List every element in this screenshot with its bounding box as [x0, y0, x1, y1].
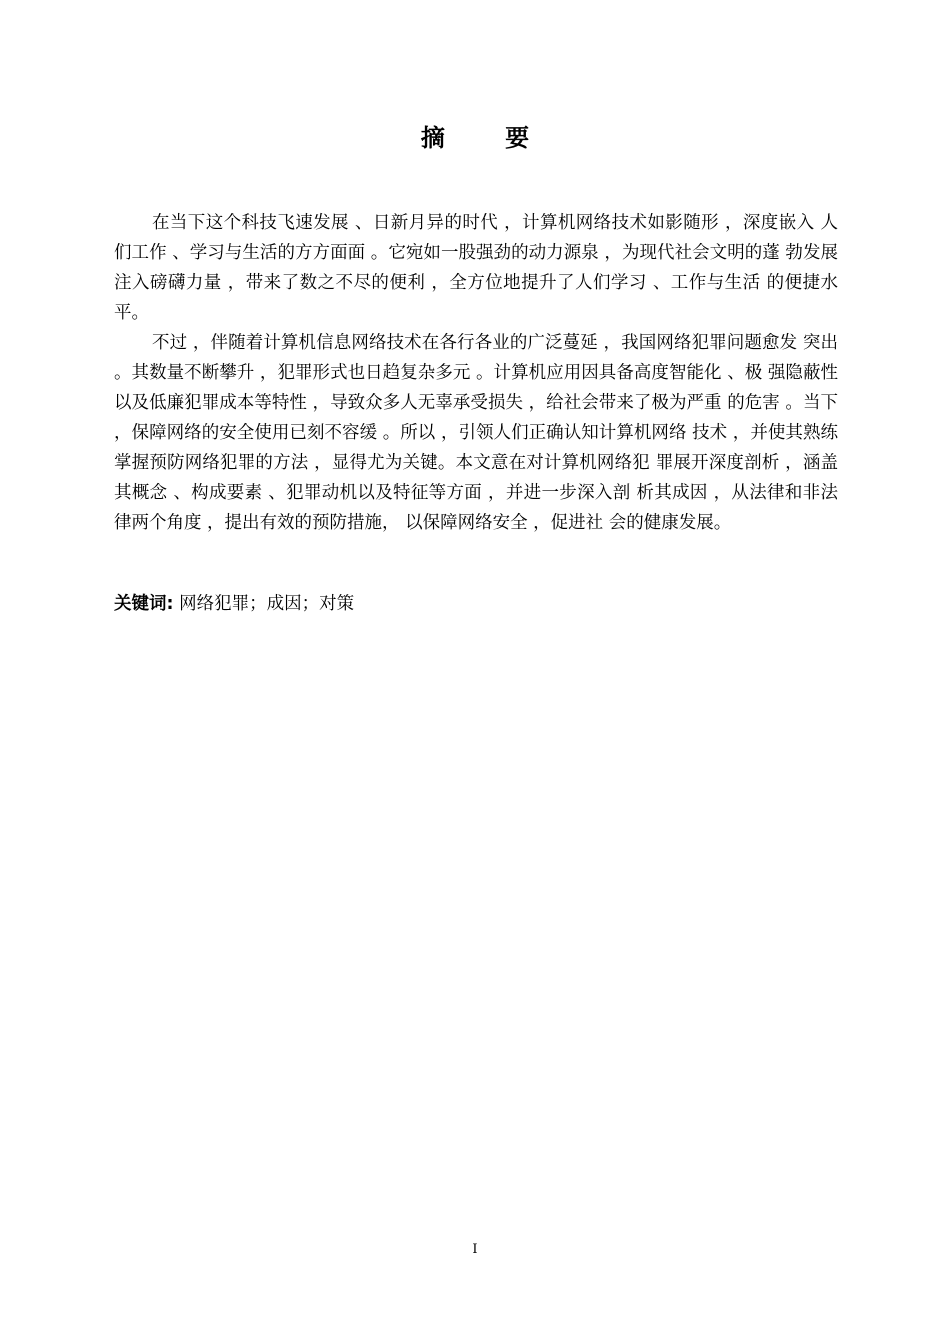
abstract-paragraph-1: 在当下这个科技飞速发展 、日新月异的时代 ，计算机网络技术如影随形 ，深度嵌入 人们工作 、学习与生活的方方面面 。它宛如一股强劲的动力源泉 ，为现代社会文明的蓬 勃发展注入磅礴力量 ，带来了数之不尽的便利 ，全方位地提升了人们学习 、工作与生活 的便捷水平。: [114, 213, 838, 323]
page-number: I: [472, 1242, 478, 1257]
keywords-value: 网络犯罪；成因；对策: [179, 594, 355, 614]
page-title: 摘 要: [420, 124, 556, 152]
keywords-label: 关键词:: [114, 594, 174, 614]
abstract-body: [114, 208, 838, 538]
keywords-line: [114, 589, 838, 619]
abstract-paragraph-2: 不过 ，伴随着计算机信息网络技术在各行各业的广泛蔓延 ，我国网络犯罪问题愈发 突出 。其数量不断攀升 ，犯罪形式也日趋复杂多元 。计算机应用因具备高度智能化 、极 强隐蔽性以及低廉犯罪成本等特性 ，导致众多人无辜承受损失 ，给社会带来了极为严重 的危害 。当下 ，保障网络的安全使用已刻不容缓 。所以 ，引领人们正确认知计算机网络 技术 ，并使其熟练掌握预防网络犯罪的方法 ，显得尤为关键。本文意在对计算机网络犯 罪展开深度剖析 ，涵盖其概念 、构成要素 、犯罪动机以及特征等方面 ，并进一步深入剖 析其成因 ，从法律和非法律两个角度 ，提出有效的预防措施， 以保障网络安全 ，促进社 会的健康发展。: [114, 333, 838, 533]
